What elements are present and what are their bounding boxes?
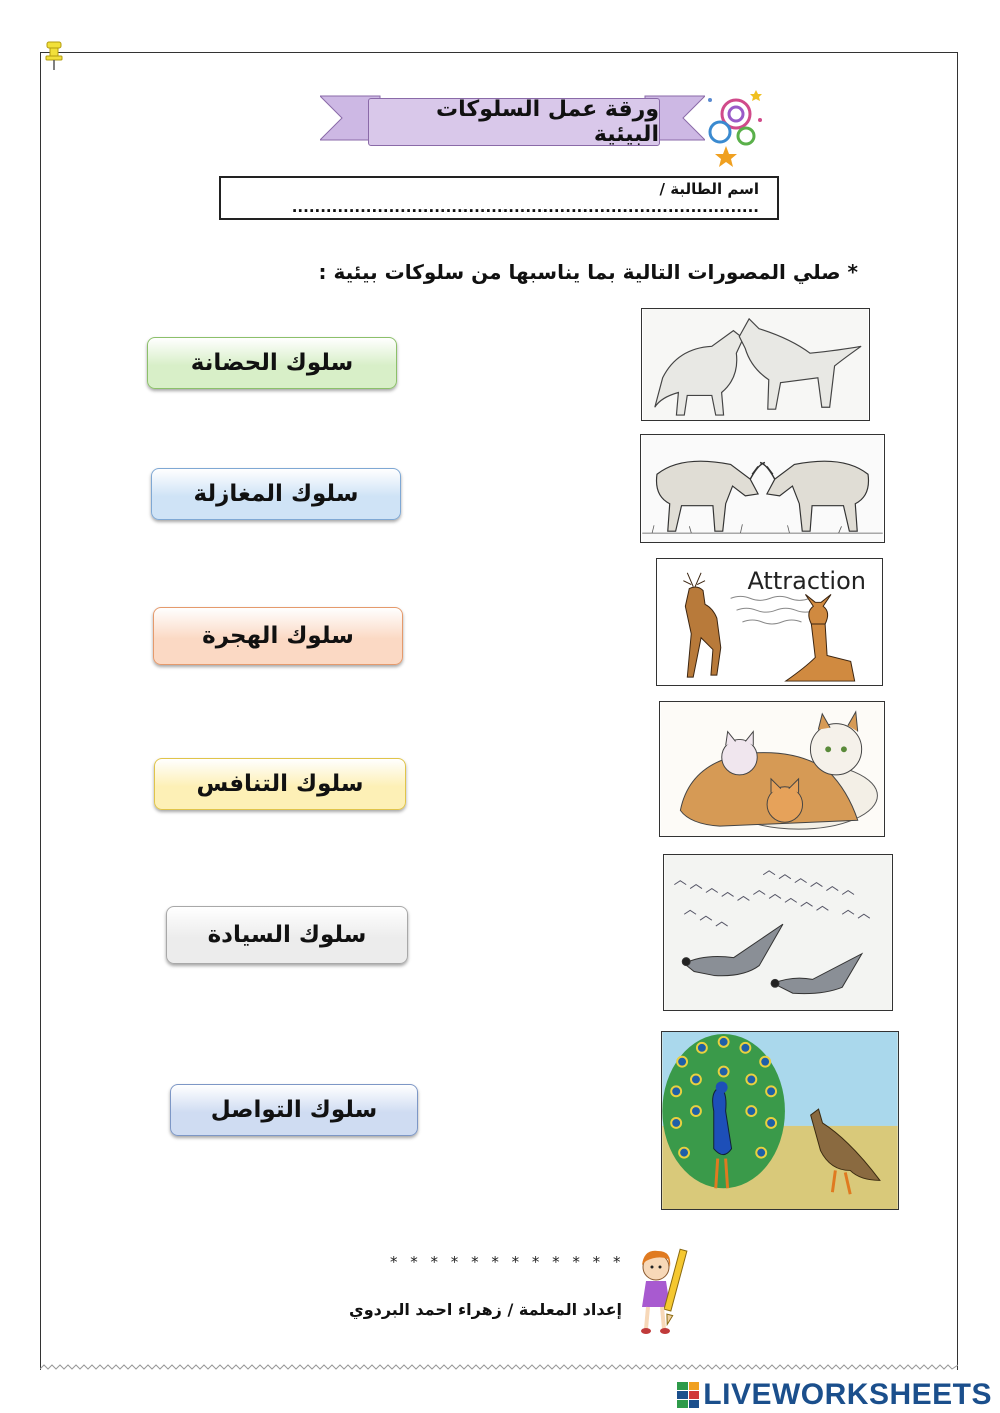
liveworksheets-brand-text: LIVEWORKSHEETS [703,1378,992,1411]
zigzag-border [40,1362,958,1376]
pushpin-icon [44,40,64,72]
wolves-image[interactable] [641,308,870,421]
deer-fighting-image[interactable] [640,434,885,543]
geese-migration-image[interactable] [663,854,893,1011]
peacock-image[interactable] [661,1031,899,1210]
worksheet-title: ورقة عمل السلوكات البيئية [368,98,660,146]
separator-stars: * * * * * * * * * * * * [390,1253,625,1271]
behavior-communication[interactable]: سلوك التواصل [170,1084,418,1136]
deer-attraction-image[interactable] [656,558,883,686]
liveworksheets-logo-icon [677,1382,699,1408]
instruction-text: * صلي المصورات التالية بما يناسبها من سلوكات بيئية : [318,260,858,284]
girl-with-pencil-icon [632,1245,688,1335]
behavior-incubation[interactable]: سلوك الحضانة [147,337,397,389]
behavior-competition[interactable]: سلوك التنافس [154,758,406,810]
teacher-credit: إعداد المعلمة / زهراء احمد البردوي [349,1300,622,1319]
behavior-migration[interactable]: سلوك الهجرة [153,607,403,665]
cats-family-image[interactable] [659,701,885,837]
attraction-caption: Attraction [747,567,866,595]
behavior-dominance[interactable]: سلوك السيادة [166,906,408,964]
student-name-field[interactable]: اسم الطالبة / .................................................................................. [219,176,779,220]
liveworksheets-logo [677,1378,992,1412]
swirl-decoration-icon [698,80,768,170]
behavior-courtship[interactable]: سلوك المغازلة [151,468,401,520]
